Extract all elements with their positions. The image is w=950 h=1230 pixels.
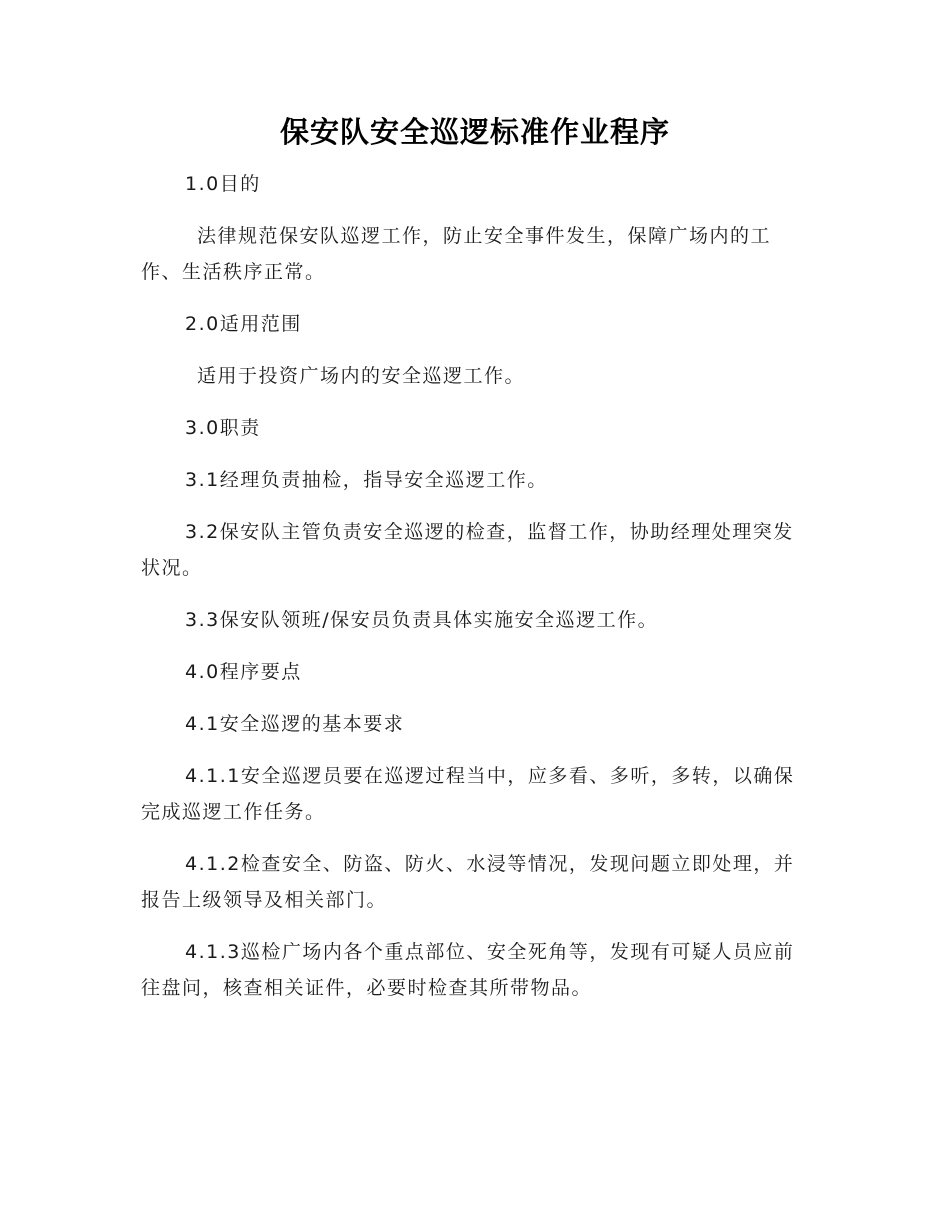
paragraph-purpose: 法律规范保安队巡逻工作，防止安全事件发生，保障广场内的工作、生活秩序正常。 — [141, 225, 772, 283]
section-heading-purpose: 1.0目的 — [185, 173, 261, 195]
paragraph-4-1-1: 4.1.1安全巡逻员要在巡逻过程当中，应多看、多听，多转，以确保完成巡逻工作任务。 — [141, 765, 795, 823]
section-heading-duties: 3.0职责 — [185, 417, 261, 439]
subsection-heading-4-1: 4.1安全巡逻的基本要求 — [185, 713, 405, 735]
document-body — [141, 166, 811, 1022]
section-heading-procedure: 4.0程序要点 — [185, 661, 302, 683]
document-title: 保安队安全巡逻标准作业程序 — [279, 115, 670, 149]
paragraph-4-1-3: 4.1.3巡检广场内各个重点部位、安全死角等，发现有可疑人员应前往盘问，核查相关证件，必要时检查其所带物品。 — [141, 941, 795, 999]
paragraph-duty-3-2: 3.2保安队主管负责安全巡逻的检查，监督工作，协助经理处理突发状况。 — [141, 521, 794, 579]
paragraph-scope: 适用于投资广场内的安全巡逻工作。 — [197, 365, 526, 387]
paragraph-duty-3-3: 3.3保安队领班/保安员负责具体实施安全巡逻工作。 — [185, 609, 659, 631]
paragraph-4-1-2: 4.1.2检查安全、防盗、防火、水浸等情况，发现问题立即处理，并报告上级领导及相关部门。 — [141, 853, 795, 911]
paragraph-duty-3-1: 3.1经理负责抽检，指导安全巡逻工作。 — [185, 469, 548, 491]
section-heading-scope: 2.0适用范围 — [185, 313, 302, 335]
